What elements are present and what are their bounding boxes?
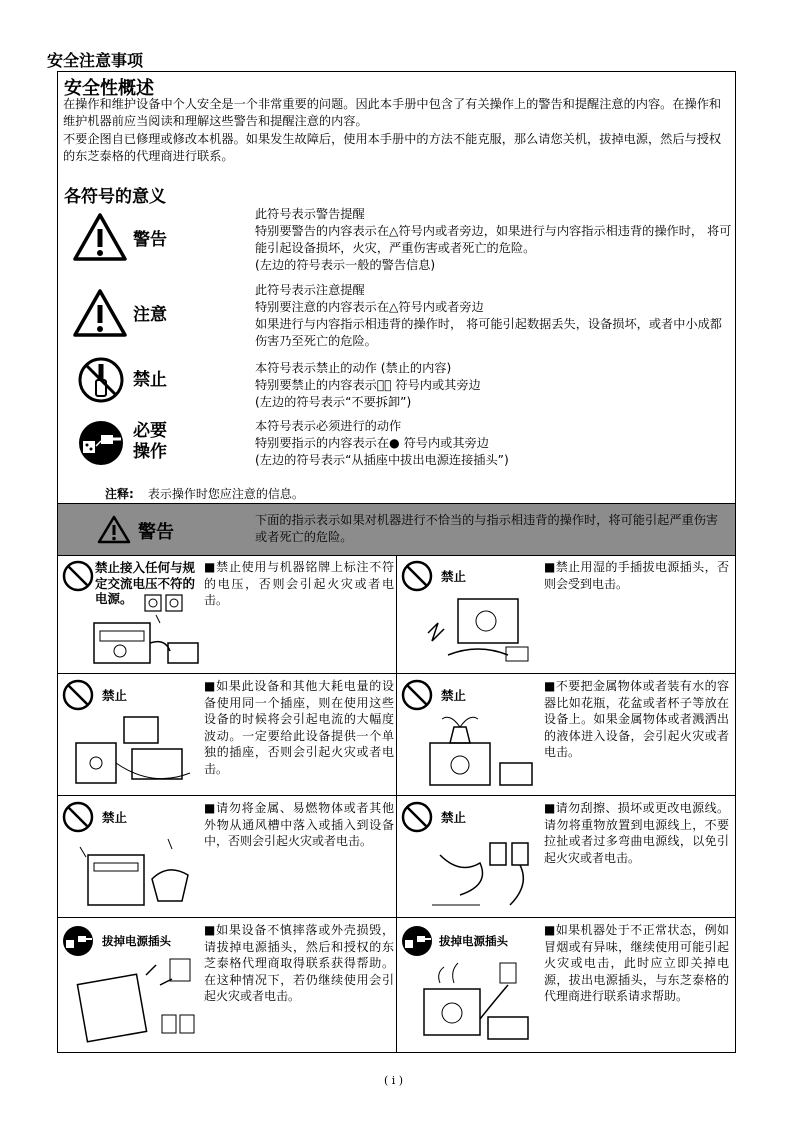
cell-3-text: ■如果此设备和其他大耗电量的设备使用同一个插座，则在使用这些设备的时候将会引起电流的大幅度波动。一定要给此设备提供一个单独的插座，否则会引起火灾或者电击。: [204, 679, 394, 776]
prohibition-circle-icon: [401, 560, 433, 592]
printer-illustration: [90, 613, 202, 669]
mandatory-label: 必要 操作: [133, 421, 167, 462]
note-label: 注释:: [105, 487, 134, 501]
prohibition-circle-icon: [62, 801, 94, 833]
multiple-devices-illustration: [72, 713, 202, 789]
cell-1-text: ■禁止使用与机器铭牌上标注不符的电压，否则会引起火灾或者电击。: [204, 560, 394, 607]
mandatory-description: 本符号表示必须进行的动作 特别要指示的内容表示在● 符号内或其旁边 (左边的符号表示“从插座中拔出电源连接插头”): [255, 419, 509, 467]
overview-paragraph-2: 不要企图自已修理或修改本机器。如果发生故障后，使用本手册中的方法不能克服，那么请您关机，拔掉电源，然后与授权的东芝泰格的代理商进行联系。: [63, 132, 722, 163]
unplug-power-icon: [401, 925, 433, 957]
prohibition-circle-icon: [401, 679, 433, 711]
damaged-cord-illustration: [430, 835, 540, 911]
overview-paragraph-1: 在操作和维护设备中个人安全是一个非常重要的问题。因此本手册中包含了有关操作上的警告和提醒注意的内容。在操作和维护机器前应当阅读和理解这些警告和提醒注意的内容。: [63, 97, 722, 128]
warning-banner: [58, 503, 735, 556]
cell-6-text: ■请勿刮擦、损坏或更改电源线。请勿将重物放置到电源线上，不要拉扯或者过多弯曲电源线，以免引起火灾或者电击。: [544, 801, 729, 865]
page-title: 安全注意事项: [47, 51, 144, 70]
cell-8-label: 拔掉电源插头: [439, 934, 508, 948]
caution-description: 此符号表示注意提醒 特别要注意的内容表示在△符号内或者旁边 如果进行与内容指示相违背的操作时， 将可能引起数据丢失，设备损坏，或者中小成都伤害乃至死亡的危险。: [255, 283, 722, 348]
warning-triangle-icon: [73, 212, 127, 262]
warning-description: 此符号表示警告提醒 特别要警告的内容表示在△符号内或者旁边，如果进行与内容指示相违背的操作时， 将可能引起设备损坏，火灾，严重伤害或者死亡的危险。 (左边的符号表示一般的警告信息): [255, 207, 732, 272]
do-not-disassemble-icon: [77, 356, 125, 404]
symbols-heading: 各符号的意义: [64, 187, 166, 207]
dropped-printer-illustration: [76, 955, 200, 1045]
cell-2-label: 禁止: [441, 569, 467, 584]
caution-label: 注意: [133, 305, 167, 325]
hazard-grid: [58, 555, 735, 1052]
page-number: ( i ): [384, 1074, 404, 1087]
caution-triangle-icon: [73, 288, 127, 338]
smoking-printer-illustration: [410, 959, 540, 1045]
cell-7-text: ■如果设备不慎摔落或外壳损毁，请拔掉电源插头，然后和授权的东芝泰格代理商取得联系获得帮助。在这种情况下，若仍继续使用会引起火灾或者电击。: [204, 923, 394, 1003]
unplug-power-icon: [62, 925, 94, 957]
prohibition-circle-icon: [62, 679, 94, 711]
cell-5-text: ■请勿将金属、易燃物体或者其他外物从通风槽中落入或插入到设备中，否则会引起火灾或者电击。: [204, 801, 394, 848]
cell-8-text: ■如果机器处于不正常状态，例如冒烟或有异味，继续使用可能引起火灾或电击，此时应立即关掉电源，拔出电源插头，与东芝泰格的代理商进行联系请求帮助。: [544, 923, 729, 1003]
outlet-icon: [144, 594, 184, 612]
cell-6-label: 禁止: [441, 810, 467, 825]
cell-3-label: 禁止: [102, 688, 128, 703]
note-text: 表示操作时您应注意的信息。: [147, 487, 304, 501]
cell-4-label: 禁止: [441, 688, 467, 703]
overview-heading: 安全性概述: [64, 78, 154, 99]
vase-on-printer-illustration: [420, 713, 540, 789]
cell-1-label: 禁止接入任何与规定交流电压不符的电源。: [95, 560, 196, 606]
prohibition-circle-icon: [62, 560, 94, 592]
warning-banner-label: 警告: [138, 522, 174, 543]
cell-7-label: 拔掉电源插头: [102, 934, 171, 948]
note-line: [105, 485, 304, 502]
prohibit-label: 禁止: [133, 370, 167, 390]
warning-triangle-icon: [98, 515, 130, 544]
cell-4-text: ■不要把金属物体或者装有水的容器比如花瓶，花盆或者杯子等放在设备上。如果金属物体或者溅洒出的液体进入设备，会引起火灾或者电击。: [544, 679, 729, 759]
foreign-object-illustration: [78, 835, 208, 911]
prohibition-circle-icon: [401, 801, 433, 833]
warning-banner-text: 下面的指示表示如果对机器进行不恰当的与指示相违背的操作时，将可能引起严重伤害或者死亡的危险。: [255, 513, 719, 544]
warning-label: 警告: [133, 230, 167, 250]
wet-hand-plug-illustration: [418, 593, 538, 665]
unplug-power-icon: [77, 419, 125, 467]
cell-2-text: ■禁止用湿的手插拔电源插头，否则会受到电击。: [544, 560, 729, 591]
cell-5-label: 禁止: [102, 810, 128, 825]
prohibit-description: 本符号表示禁止的动作 (禁止的内容) 特别要禁止的内容表示在⃠ 符号内或其旁边 (左边的符号表示“不要拆卸”): [255, 361, 481, 409]
